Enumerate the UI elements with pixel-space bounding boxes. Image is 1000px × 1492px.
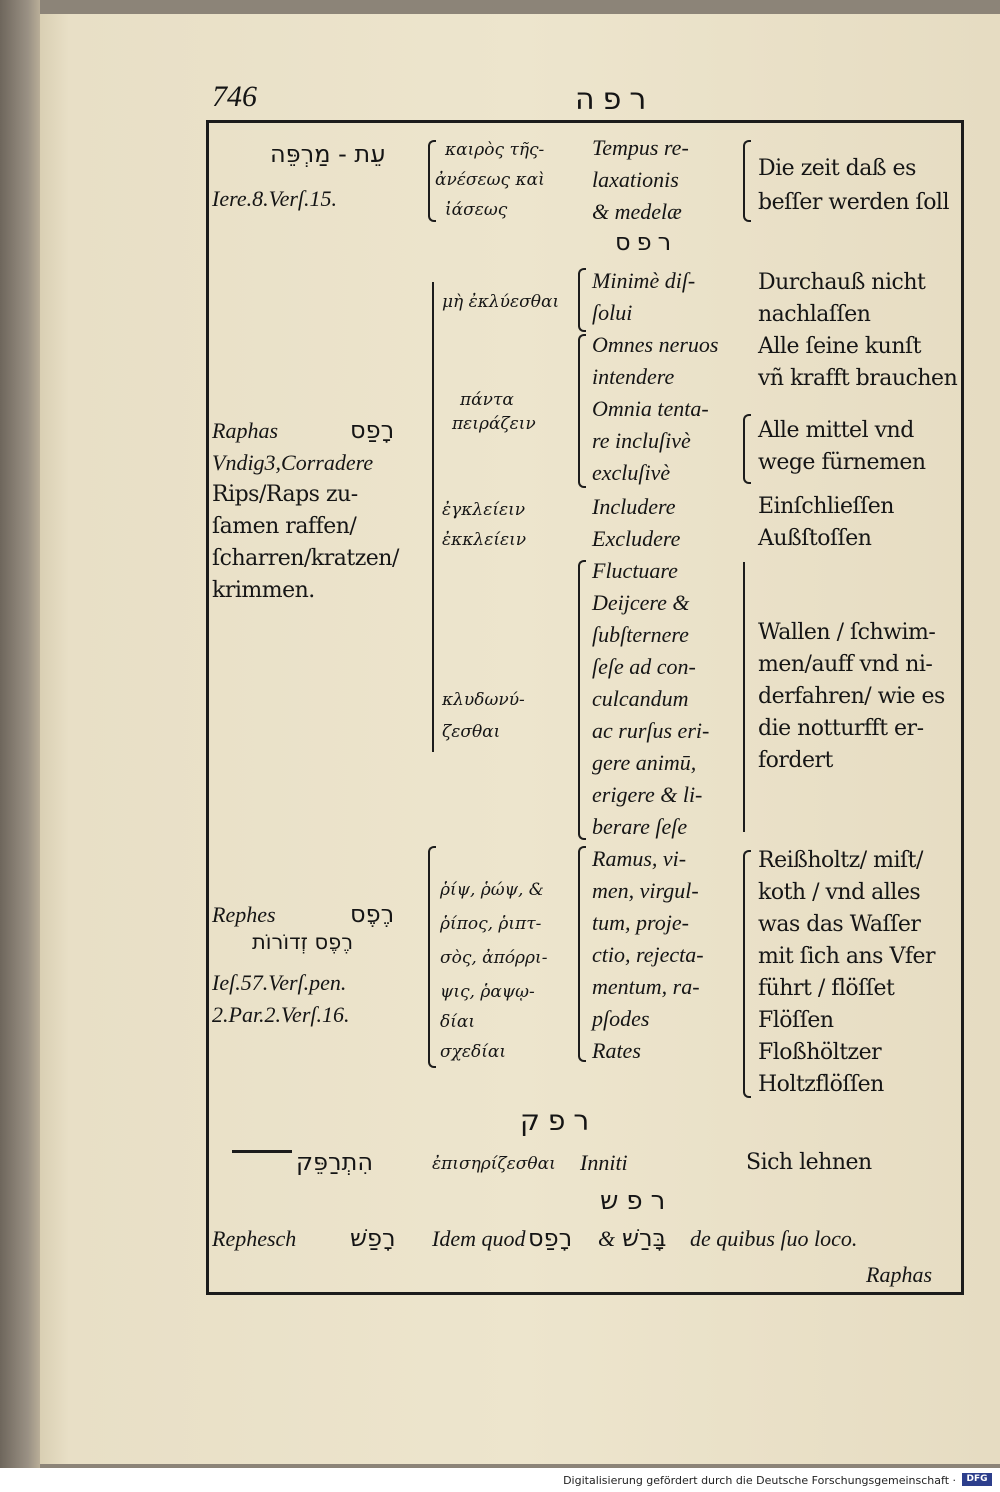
bible-reference: Ieſ.57.Verſ.pen.: [212, 970, 347, 995]
latin-line: culcandum: [592, 686, 689, 711]
latin-line: Idem quod: [432, 1226, 526, 1251]
brace: [578, 334, 586, 488]
latin-line: &: [598, 1226, 616, 1251]
german-line: Reißholtz/ miſt/: [758, 848, 923, 873]
dfg-logo: DFG: [962, 1473, 992, 1486]
german-line: was das Waſſer: [758, 912, 921, 937]
lemma-name: Raphas: [212, 418, 278, 443]
lemma-name: Rephesch: [212, 1226, 297, 1251]
german-line: mit ſich ans Vfer: [758, 944, 936, 969]
brace-line: [432, 282, 434, 752]
latin-line: Excludere: [592, 526, 681, 551]
dash-rule: [232, 1150, 292, 1153]
hebrew-word: בָּרַשׁ: [622, 1224, 667, 1252]
latin-line: re incluſivè: [592, 428, 691, 453]
latin-line: ctio, rejecta-: [592, 942, 704, 967]
latin-line: ſolui: [592, 300, 633, 325]
german-line: fordert: [758, 748, 833, 773]
latin-line: excluſivè: [592, 460, 671, 485]
greek-line: ἀνέσεως καὶ: [435, 170, 545, 190]
latin-line: & medelæ: [592, 199, 682, 224]
latin-line: berare ſeſe: [592, 814, 688, 839]
book-spine: [0, 0, 40, 1468]
german-line: nachlaſſen: [758, 302, 871, 327]
greek-line: κλυδωνύ-: [442, 690, 525, 710]
german-line: Wallen / ſchwim-: [758, 620, 936, 645]
german-note: krimmen.: [212, 578, 315, 603]
brace: [578, 560, 586, 840]
section-heading: רפס: [615, 228, 678, 256]
german-line: men/auff vnd ni-: [758, 652, 933, 677]
brace: [578, 268, 586, 332]
hebrew-headword: רֶפֶס זְדוֹרוֹת: [252, 930, 354, 954]
latin-line: Omnes neruos: [592, 332, 719, 357]
latin-line: mentum, ra-: [592, 974, 700, 999]
german-line: Floßhöltzer: [758, 1040, 882, 1065]
latin-line: Ramus, vi-: [592, 846, 687, 871]
latin-line: gere animū,: [592, 750, 697, 775]
greek-line: ἐκκλείειν: [442, 530, 527, 550]
german-note: Rips/Raps zu-: [212, 482, 358, 507]
german-line: Alle mittel vnd: [758, 418, 914, 443]
bible-reference: Iere.8.Verſ.15.: [212, 186, 338, 211]
german-line: vñ krafft brauchen: [758, 366, 958, 391]
greek-line: πειράζειν: [452, 414, 536, 434]
greek-line: καιρὸς τῆς-: [445, 140, 545, 160]
brace: [743, 850, 751, 1098]
hebrew-headword: עֵת - מַרְפֵּה: [270, 140, 386, 168]
lemma-note: Vndig3,Corradere: [212, 450, 374, 475]
latin-line: ac rurſus eri-: [592, 718, 710, 743]
german-line: Außſtoſſen: [758, 526, 872, 551]
footer-bar: [0, 1468, 1000, 1492]
latin-line: men, virgul-: [592, 878, 699, 903]
latin-line: Omnia tenta-: [592, 396, 709, 421]
german-line: derfahren/ wie es: [758, 684, 945, 709]
german-line: Durchauß nicht: [758, 270, 926, 295]
section-heading: רפש: [600, 1186, 674, 1216]
brace: [743, 140, 751, 222]
running-head: רפה: [575, 82, 655, 117]
lemma-name: Rephes: [212, 902, 276, 927]
footer-credit: Digitalisierung gefördert durch die Deutsche Forschungsgemeinschaft ·: [563, 1474, 956, 1487]
section-heading: רפק: [520, 1104, 598, 1137]
german-line: koth / vnd alles: [758, 880, 921, 905]
german-line: wege fürnemen: [758, 450, 926, 475]
greek-line: ῥίψ, ῥώψ, &: [440, 880, 544, 900]
greek-line: δίαι: [440, 1012, 476, 1032]
hebrew-word: רָפַס: [528, 1224, 573, 1252]
latin-line: de quibus ſuo loco.: [690, 1226, 858, 1251]
german-line: Die zeit daß es: [758, 156, 916, 181]
latin-line: Deijcere &: [592, 590, 690, 615]
latin-line: ſeſe ad con-: [592, 654, 696, 679]
brace: [743, 414, 751, 484]
greek-line: ψις, ῥαψῳ-: [440, 982, 535, 1002]
latin-line: Fluctuare: [592, 558, 678, 583]
hebrew-headword: רָפַס: [350, 416, 395, 444]
hebrew-headword: רֶפֶס: [350, 900, 395, 928]
latin-line: Minimè diſ-: [592, 268, 696, 293]
latin-line: tum, proje-: [592, 910, 689, 935]
hebrew-headword: הִתְרַפֵּק: [296, 1148, 374, 1176]
brace-line: [743, 562, 745, 832]
greek-line: ἐγκλείειν: [442, 500, 526, 520]
latin-line: laxationis: [592, 167, 679, 192]
latin-line: Inniti: [580, 1150, 628, 1175]
greek-line: μὴ ἐκλύεσθαι: [442, 292, 560, 312]
catchword: Raphas: [866, 1262, 932, 1287]
german-line: führt / flöſſet: [758, 976, 895, 1001]
german-line: Holtzflöſſen: [758, 1072, 884, 1097]
greek-line: ῥίπος, ῥιπτ-: [440, 914, 542, 934]
german-line: Sich lehnen: [746, 1150, 872, 1175]
greek-line: ἐπισηρίζεσθαι: [432, 1154, 556, 1174]
hebrew-headword: רָפַשׁ: [350, 1224, 396, 1252]
german-line: Flöſſen: [758, 1008, 834, 1033]
german-note: ſamen raffen/: [212, 514, 357, 539]
greek-line: ἰάσεως: [445, 200, 508, 220]
german-line: die notturfft er-: [758, 716, 924, 741]
brace: [578, 846, 586, 1062]
greek-line: ζεσθαι: [442, 722, 501, 742]
latin-line: pſodes: [592, 1006, 650, 1031]
latin-line: Includere: [592, 494, 676, 519]
latin-line: intendere: [592, 364, 675, 389]
latin-line: erigere & li-: [592, 782, 703, 807]
bible-reference: 2.Par.2.Verſ.16.: [212, 1002, 350, 1027]
latin-line: Tempus re-: [592, 135, 689, 160]
greek-line: πάντα: [460, 390, 514, 410]
brace: [428, 846, 436, 1068]
latin-line: Rates: [592, 1038, 641, 1063]
german-line: Alle ſeine kunſt: [758, 334, 922, 359]
page-number: 746: [212, 80, 257, 113]
latin-line: ſubſternere: [592, 622, 689, 647]
german-line: Einſchlieſſen: [758, 494, 894, 519]
german-line: beſſer werden ſoll: [758, 190, 950, 215]
greek-line: σὸς, ἀπόρρι-: [440, 948, 548, 968]
german-note: ſcharren/kratzen/: [212, 546, 399, 571]
greek-line: σχεδίαι: [440, 1042, 507, 1062]
